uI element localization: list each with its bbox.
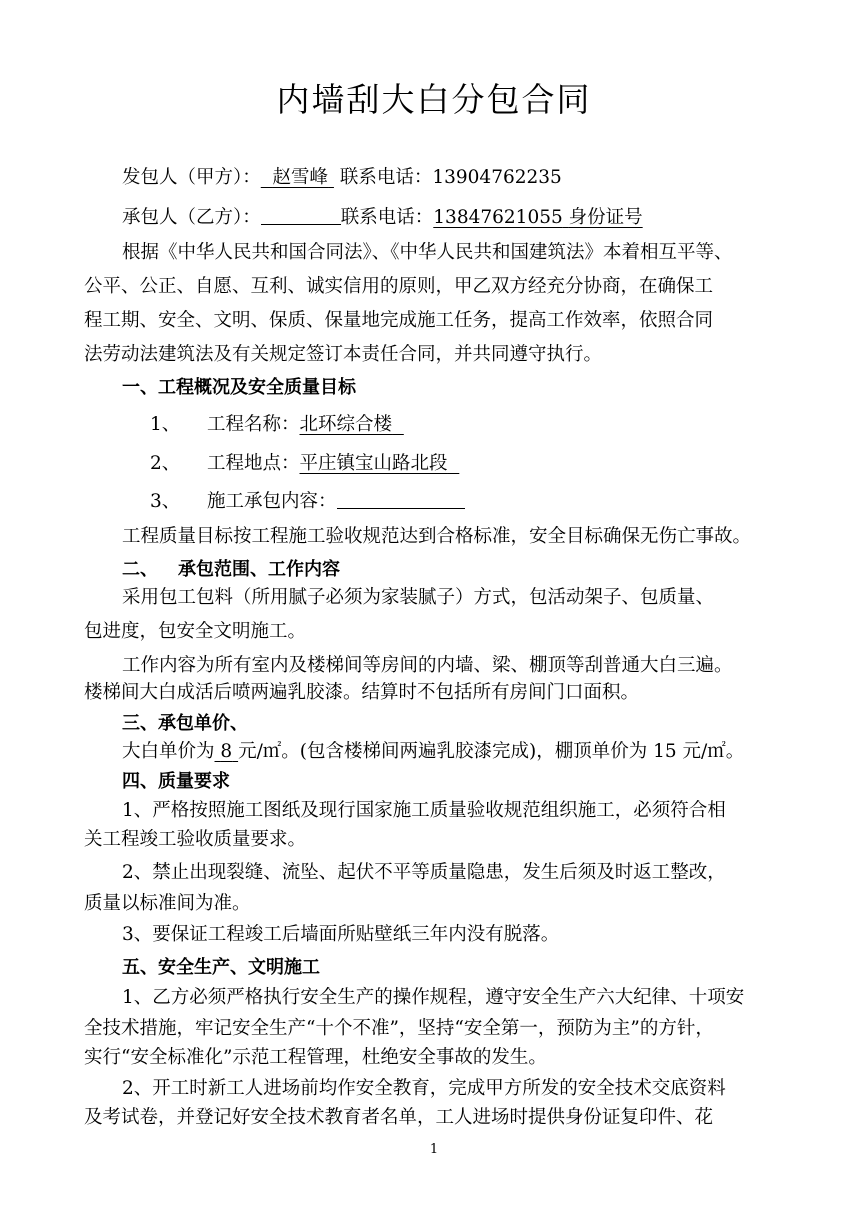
page-number: 1 (429, 1142, 439, 1157)
contract-content-blank (337, 490, 465, 509)
quality-goal-text: 工程质量目标按工程施工验收规范达到合格标准，安全目标确保无伤亡事故。 (122, 526, 752, 547)
document-title: 内墙刮大白分包合同 (276, 80, 592, 119)
paragraph-line: 工作内容为所有室内及楼梯间等房间的内墙、梁、棚顶等刮普通大白三遍。 (122, 655, 733, 676)
project-location-value: 平庄镇宝山路北段 (299, 453, 448, 474)
section-heading: 五、安全生产、文明施工 (122, 957, 320, 978)
list-item (207, 487, 465, 513)
list-item-number: 3、 (150, 491, 181, 512)
list-item-number: 2、 (150, 453, 181, 474)
list-item-number: 1、 (150, 414, 181, 435)
party-b-phone-id: 13847621055 身份证号 (433, 207, 643, 228)
paragraph-line: 实行“安全标准化”示范工程管理，杜绝安全事故的发生。 (84, 1047, 547, 1068)
list-item (207, 449, 459, 475)
section-heading: 四、质量要求 (122, 771, 230, 792)
party-b-name-blank (261, 206, 341, 225)
party-b-line (122, 203, 832, 229)
preamble-line: 公平、公正、自愿、互利、诚实信用的原则，甲乙双方经充分协商，在确保工 (84, 276, 714, 297)
paragraph-line: 1、严格按照施工图纸及现行国家施工质量验收规范组织施工，必须符合相 (122, 800, 726, 821)
party-a-phone: 13904762235 (432, 167, 562, 188)
party-b-label: 承包人（乙方）： (122, 207, 261, 228)
section-heading-number: 二、 (122, 559, 158, 580)
unit-price-suffix: 元/㎡。(包含楼梯间两遍乳胶漆完成)，棚顶单价为 15 元/㎡。 (238, 741, 745, 762)
unit-price-label: 大白单价为 (122, 741, 215, 762)
paragraph-line: 全技术措施，牢记安全生产“十个不准”，坚持“安全第一，预防为主”的方针， (84, 1018, 714, 1039)
paragraph-line: 楼梯间大白成活后喷两遍乳胶漆。结算时不包括所有房间门口面积。 (84, 682, 640, 703)
preamble-line: 程工期、安全、文明、保质、保量地完成施工任务，提高工作效率，依照合同 (84, 310, 714, 331)
paragraph-line: 2、开工时新工人进场前均作安全教育，完成甲方所发的安全技术交底资料 (122, 1078, 726, 1099)
paragraph-line: 3、要保证工程竣工后墙面所贴壁纸三年内没有脱落。 (122, 924, 560, 945)
party-a-name: 赵雪峰 (272, 167, 329, 188)
preamble-line: 根据《中华人民共和国合同法》、《中华人民共和国建筑法》本着相互平等、 (122, 242, 733, 263)
paragraph-line: 采用包工包料（所用腻子必须为家装腻子）方式，包活动架子、包质量、 (122, 587, 715, 608)
paragraph-line: 包进度，包安全文明施工。 (84, 621, 307, 642)
paragraph-line: 1、乙方必须严格执行安全生产的操作规程，遵守安全生产六大纪律、十项安 (122, 987, 745, 1008)
party-a-line (122, 163, 832, 189)
party-a-label: 发包人（甲方）： (122, 167, 261, 188)
unit-price-line (122, 737, 832, 763)
contract-content-label: 施工承包内容： (207, 491, 337, 512)
section-heading: 三、承包单价、 (122, 713, 248, 734)
paragraph-line: 及考试卷，并登记好安全技术教育者名单，工人进场时提供身份证复印件、花 (84, 1107, 714, 1128)
preamble-line: 法劳动法建筑法及有关规定签订本责任合同，并共同遵守执行。 (84, 344, 603, 365)
project-name-value: 北环综合楼 (299, 414, 393, 435)
paragraph-line: 质量以标准间为准。 (84, 893, 251, 914)
party-b-phone-label: 联系电话： (340, 207, 434, 228)
section-heading (122, 555, 832, 581)
list-item (207, 410, 404, 436)
paragraph-line: 2、禁止出现裂缝、流坠、起伏不平等质量隐患，发生后须及时返工整改， (122, 862, 726, 883)
party-a-phone-label: 联系电话： (339, 167, 433, 188)
section-heading-text: 承包范围、工作内容 (178, 559, 340, 580)
unit-price-value: 8 (220, 741, 233, 762)
project-name-label: 工程名称： (207, 414, 300, 435)
project-location-label: 工程地点： (207, 453, 300, 474)
section-heading: 一、工程概况及安全质量目标 (122, 377, 356, 398)
paragraph-line: 关工程竣工验收质量要求。 (84, 829, 307, 850)
